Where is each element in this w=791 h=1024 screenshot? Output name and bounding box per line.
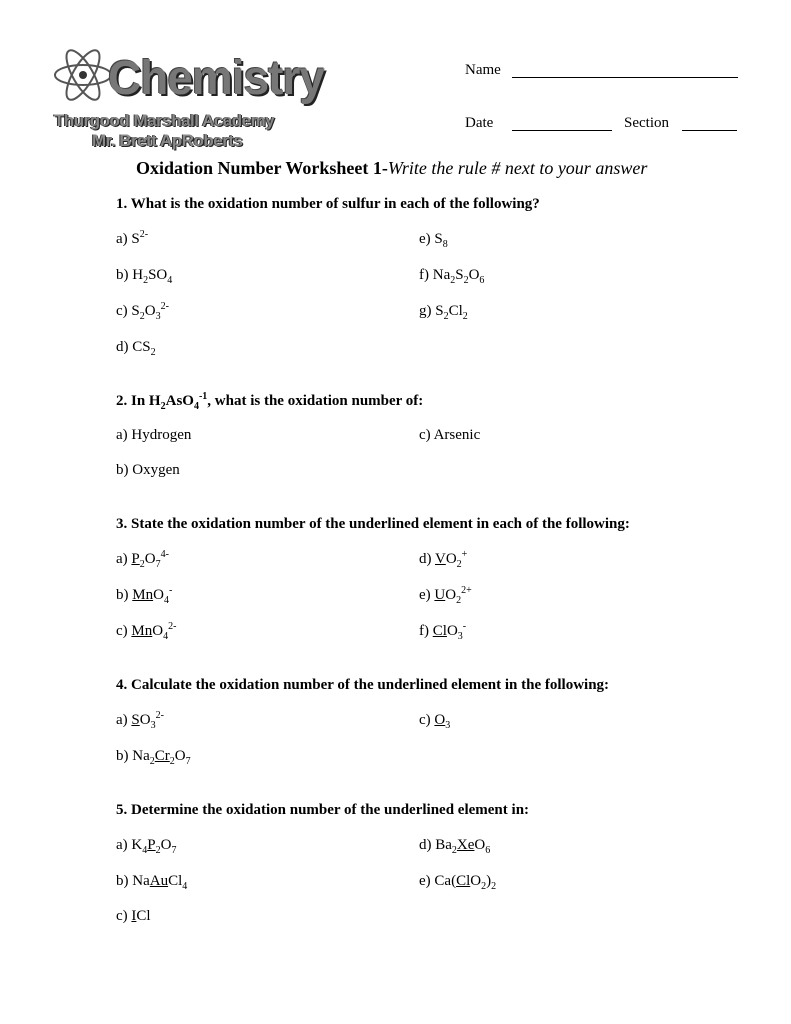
q3-item-a: a) $P_2O_7^{4-}$ (116, 549, 169, 570)
question-2: 2. In $H_2AsO_4^{-1}$, what is the oxidation number of: (116, 391, 424, 412)
teacher-name: Mr. Brett ApRoberts (92, 131, 243, 150)
q1-item-g: g) $S_2Cl_2$ (419, 303, 468, 322)
q3-item-f: f) ClO$_3$- (419, 621, 467, 642)
q2-item-a: a) Hydrogen (116, 427, 192, 443)
question-1: 1. What is the oxidation number of sulfur in each of the following? (116, 196, 540, 212)
question-4: 4. Calculate the oxidation number of the underlined element in the following: (116, 677, 610, 693)
question-3: 3. State the oxidation number of the underlined element in each of the following: (116, 516, 630, 532)
q3-item-c: c) MnO$_4^{2-}$ (116, 621, 177, 642)
q2-item-b: b) Oxygen (116, 462, 180, 478)
school-name: Thurgood Marshall Academy (54, 111, 275, 130)
q4-item-b: b) $Na_2Cr_2O_7$ (116, 748, 191, 767)
q1-item-f: f) $Na_2S_2O_6$ (419, 267, 485, 286)
date-field[interactable] (512, 130, 612, 131)
q1-item-e: e) $S_8$ (419, 231, 448, 250)
q5-item-a: a) $K_4P_2O_7$ (116, 837, 177, 856)
q2-item-c: c) Arsenic (419, 427, 481, 443)
name-field[interactable] (512, 77, 738, 78)
q1-item-c: c) $S_2O_3^{2-}$ (116, 301, 169, 322)
name-label: Name (465, 62, 501, 78)
date-label: Date (465, 115, 494, 131)
q3-item-b: b) MnO$_4$- (116, 585, 173, 606)
section-field[interactable] (682, 130, 737, 131)
section-label: Section (624, 115, 669, 131)
logo-title: Chemistry (108, 49, 324, 105)
q5-item-e: e) $Ca(ClO_2)_2$ (419, 873, 497, 892)
q4-item-c: c) $O_3$ (419, 712, 451, 731)
question-5: 5. Determine the oxidation number of the underlined element in: (116, 802, 530, 818)
q1-item-d: d) $CS_2$ (116, 339, 156, 358)
q5-item-d: d) $Ba_2XeO_6$ (419, 837, 491, 856)
atom-icon (52, 44, 114, 106)
q4-item-a: a) $SO_3^{2-}$ (116, 710, 164, 731)
q1-item-b: b) $H_2SO_4$ (116, 267, 173, 286)
q3-item-e: e) $UO_2^{2+}$ (419, 585, 472, 606)
q3-item-d: d) $VO_2^+$ (419, 549, 468, 570)
q5-item-c: c) ICl (116, 908, 151, 924)
q1-item-a: a) $S^{2-}$ (116, 229, 149, 247)
q5-item-b: b) NaAuCl$_4$ (116, 873, 188, 892)
page-title: Oxidation Number Worksheet 1-Write the rule # next to your answer (136, 158, 648, 178)
